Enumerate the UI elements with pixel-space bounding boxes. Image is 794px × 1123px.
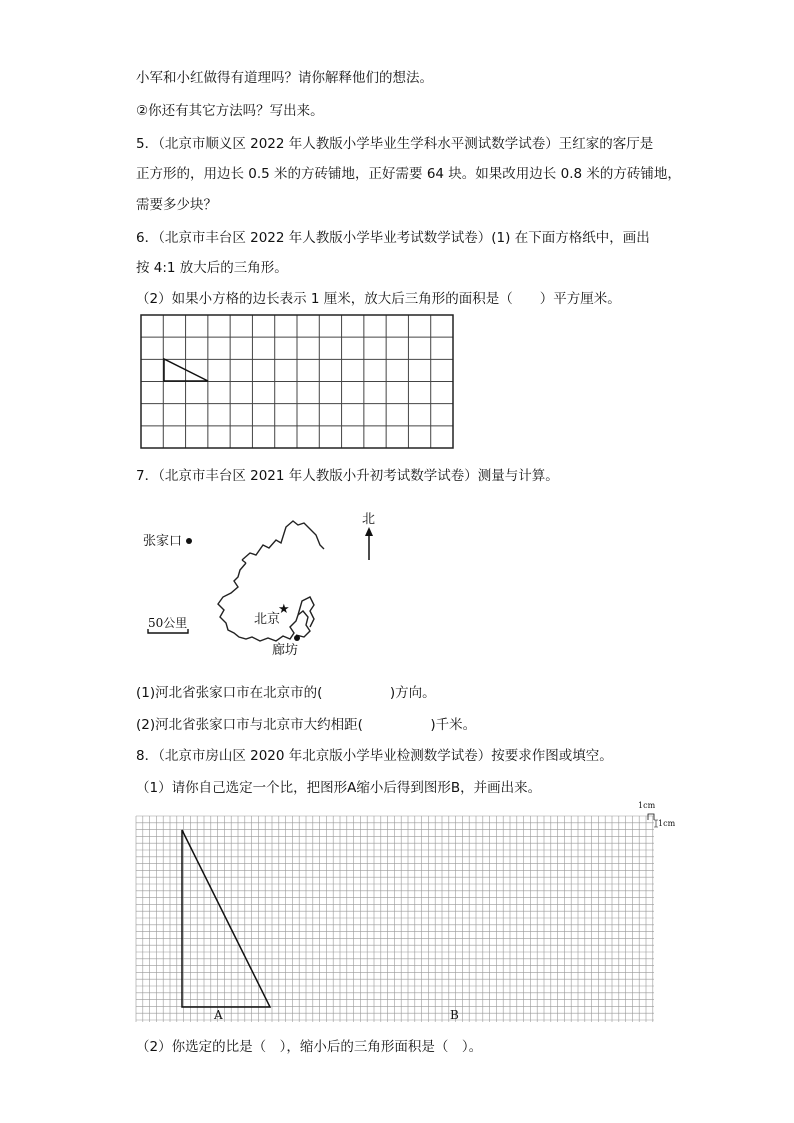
text-line: （2）你选定的比是（ ），缩小后的三角形面积是（ ）。 <box>136 1039 483 1055</box>
text-line: 小军和小红做得有道理吗？请你解释他们的想法。 <box>136 70 433 86</box>
beijing-star-icon: ★ <box>278 602 290 617</box>
scale-label: 50公里 <box>148 616 188 630</box>
q7-title: 7．（北京市丰台区 2021 年人教版小升初考试数学试卷）测量与计算。 <box>136 468 559 484</box>
q8-title: 8．（北京市房山区 2020 年北京版小学毕业检测数学试卷）按要求作图或填空。 <box>136 748 613 764</box>
langfang-dot <box>294 635 300 641</box>
map-figure <box>138 505 398 665</box>
q5-title: 5．（北京市顺义区 2022 年人教版小学毕业生学科水平测试数学试卷）王红家的客厅是 <box>136 136 654 152</box>
text-line: 按 4:1 放大后的三角形。 <box>136 260 288 276</box>
text-line: （1）请你自己选定一个比，把图形A缩小后得到图形B，并画出来。 <box>136 780 542 796</box>
unit-height-label: 1cm <box>658 819 676 828</box>
langfang-label: 廊坊 <box>272 643 299 658</box>
north-label: 北 <box>362 512 376 527</box>
text-line: (1)河北省张家口市在北京市的( )方向。 <box>136 685 436 701</box>
text-line: 需要多少块？ <box>136 197 217 213</box>
label-a: A <box>214 1008 223 1022</box>
square-grid-2 <box>134 800 694 1026</box>
square-grid-1 <box>140 314 456 450</box>
text-line: (2)河北省张家口市与北京市大约相距( )千米。 <box>136 717 477 733</box>
beijing-label: 北京 <box>254 612 281 627</box>
text-line: 正方形的，用边长 0.5 米的方砖铺地，正好需要 64 块。如果改用边长 0.8 米的方砖铺地， <box>136 166 681 182</box>
label-b: B <box>450 1008 459 1022</box>
zhangjiakou-label: 张家口 <box>143 534 183 549</box>
text-line: ②你还有其它方法吗？写出来。 <box>136 103 324 119</box>
text-line: （2）如果小方格的边长表示 1 厘米，放大后三角形的面积是（ ）平方厘米。 <box>136 291 621 307</box>
q6-title: 6．（北京市丰台区 2022 年人教版小学毕业考试数学试卷）(1) 在下面方格纸中，画出 <box>136 230 650 246</box>
unit-width-label: 1cm <box>638 801 656 810</box>
zhangjiakou-dot <box>186 538 192 544</box>
